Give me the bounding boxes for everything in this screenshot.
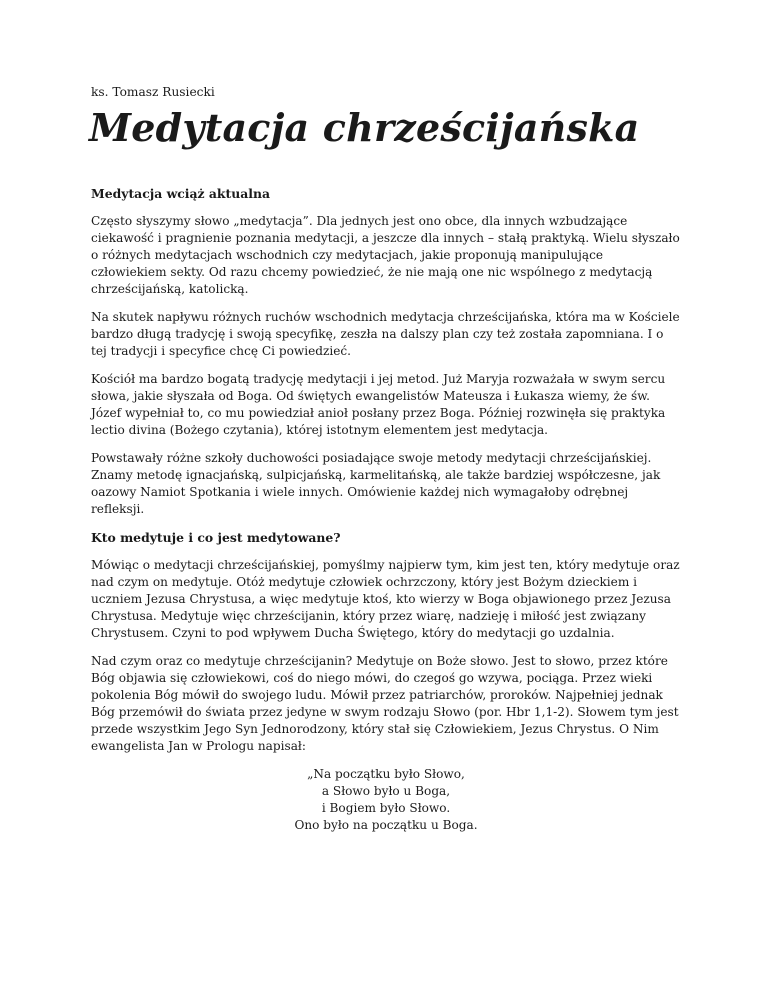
section-heading: Medytacja wciąż aktualna — [91, 186, 270, 201]
author-line: ks. Tomasz Rusiecki — [91, 85, 215, 99]
quote-line: a Słowo było u Boga, — [321, 784, 451, 798]
paragraph: Powstawały różne szkoły duchowości posiadające swoje metody medytacji chrześcijańskiej. Znamy metodę ignacjańską, sulpicjańską, karmelitańską, ale także bardziej współczesne, jak oazowy Namiot Spotkania i wiele innych. Omówienie każdej nich wymagałoby odrębnej refleksji. — [91, 451, 661, 516]
paragraph: Często słyszymy słowo „medytacja”. Dla jednych jest ono obce, dla innych wzbudzające ciekawość i pragnienie poznania medytacji, a jeszcze dla innych – stałą praktyką. Wielu słyszało o różnych medytacjach wschodnich czy medytacjach, jakie proponują manipulujące człowiekiem sekty. Od razu chcemy powiedzieć, że nie mają one nic wspólnego z medytacją chrześcijańską, katolicką. — [91, 214, 680, 296]
quote-line: i Bogiem było Słowo. — [321, 801, 451, 815]
paragraph: Kościół ma bardzo bogatą tradycję medytacji i jej metod. Już Maryja rozważała w swym sercu słowa, jakie słyszała od Boga. Od świętych ewangelistów Mateusza i Łukasza wiemy, że św. Józef wypełniał to, co mu powiedział anioł posłany przez Boga. Później rozwinęła się praktyka lectio divina (Bożego czytania), której istotnym elementem jest medytacja. — [91, 372, 666, 437]
document-body — [91, 185, 681, 834]
scripture-quote — [91, 766, 681, 834]
paragraph: Na skutek napływu różnych ruchów wschodnich medytacja chrześcijańska, która ma w Kościele bardzo długą tradycję i swoją specyfikę, zeszła na dalszy plan czy też została zapomniana. I o tej tradycji i specyfice chcę Ci powiedzieć. — [91, 310, 680, 358]
document-title: Medytacja chrześcijańska — [89, 105, 640, 150]
quote-line: „Na początku było Słowo, — [307, 767, 465, 781]
section-heading: Kto medytuje i co jest medytowane? — [91, 530, 341, 545]
quote-line: Ono było na początku u Boga. — [294, 818, 478, 832]
paragraph: Mówiąc o medytacji chrześcijańskiej, pomyślmy najpierw tym, kim jest ten, który medytuje oraz nad czym on medytuje. Otóż medytuje człowiek ochrzczony, który jest Bożym dzieckiem i uczniem Jezusa Chrystusa, a więc medytuje ktoś, kto wierzy w Boga objawionego przez Jezusa Chrystusa. Medytuje więc chrześcijanin, który przez wiarę, nadzieję i miłość jest związany Chrystusem. Czyni to pod wpływem Ducha Świętego, który do medytacji go uzdalnia. — [91, 558, 680, 640]
paragraph: Nad czym oraz co medytuje chrześcijanin? Medytuje on Boże słowo. Jest to słowo, przez które Bóg objawia się człowiekowi, coś do niego mówi, do czegoś go wzywa, pociąga. Przez wieki pokolenia Bóg mówił do swojego ludu. Mówił przez patriarchów, proroków. Najpełniej jednak Bóg przemówił do świata przez jedyne w swym rodzaju Słowo (por. Hbr 1,1-2). Słowem tym jest przede wszystkim Jego Syn Jednorodzony, który stał się Człowiekiem, Jezus Chrystus. O Nim ewangelista Jan w Prologu napisał: — [91, 654, 679, 753]
